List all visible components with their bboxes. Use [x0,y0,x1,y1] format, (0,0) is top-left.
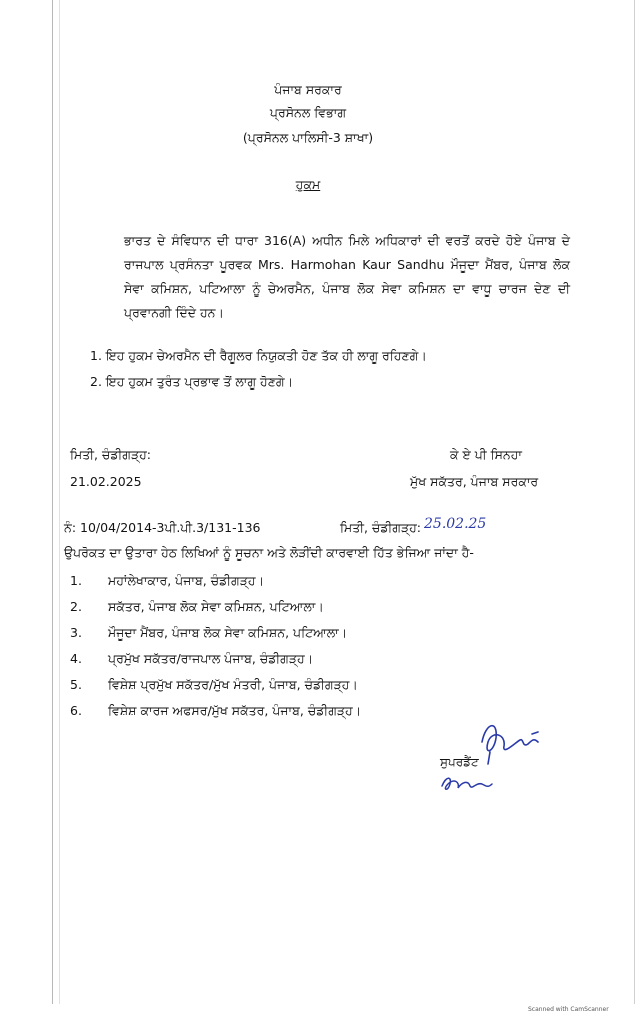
endorsement-date-handwritten: 25.02.25 [424,516,487,532]
order-point-1: 1. ਇਹ ਹੁਕਮ ਚੇਅਰਮੈਨ ਦੀ ਰੈਗੂਲਰ ਨਿਯੁਕਤੀ ਹੋਣ ਤੱਕ ਹੀ ਲਾਗੂ ਰਹਿਣਗੇ। [90,348,427,363]
recipient-number: 5. [70,677,82,692]
signatory-title: ਮੁੱਖ ਸਕੱਤਰ, ਪੰਜਾਬ ਸਰਕਾਰ [410,474,539,489]
scan-edge-left [52,0,53,1004]
recipient-number: 1. [70,573,82,588]
recipient-item: ਵਿਸ਼ੇਸ਼ ਕਾਰਜ ਅਫਸਰ/ਮੁੱਖ ਸਕੱਤਰ, ਪੰਜਾਬ, ਚੰਡੀਗੜ੍ਹ। [108,703,362,718]
endorsement-intro: ਉਪਰੋਕਤ ਦਾ ਉਤਾਰਾ ਹੇਠ ਲਿਖਿਆਂ ਨੂੰ ਸੂਚਨਾ ਅਤੇ ਲੋੜੀਂਦੀ ਕਾਰਵਾਈ ਹਿੱਤ ਭੇਜਿਆ ਜਾਂਦਾ ਹੈ- [64,545,474,560]
order-title: ਹੁਕਮ [295,177,321,192]
recipient-number: 6. [70,703,82,718]
scan-edge-left-inner [59,0,60,1004]
recipient-item: ਪ੍ਰਮੁੱਖ ਸਕੱਤਰ/ਰਾਜਪਾਲ ਪੰਜਾਬ, ਚੰਡੀਗੜ੍ਹ। [108,651,314,666]
superintendent-signature [476,712,556,772]
signatory-name: ਕੇ ਏ ਪੀ ਸਿਨਹਾ [450,447,522,462]
scan-edge-right [634,0,635,1004]
endorsement-ref-no: ਨੰ: 10/04/2014-3ਪੀ.ਪੀ.3/131-136 [64,520,261,535]
scanner-watermark: Scanned with CamScanner [528,1006,609,1013]
recipient-number: 3. [70,625,82,640]
place-label: ਮਿਤੀ, ਚੰਡੀਗੜ੍ਹ: [70,447,152,462]
order-paragraph [64,229,570,325]
header-department: ਪ੍ਰਸੋਨਲ ਵਿਭਾਗ [269,105,347,120]
recipient-item: ਸਕੱਤਰ, ਪੰਜਾਬ ਲੋਕ ਸੇਵਾ ਕਮਿਸ਼ਨ, ਪਟਿਆਲਾ। [108,599,324,614]
recipient-item: ਮੌਜੂਦਾ ਮੈਂਬਰ, ਪੰਜਾਬ ਲੋਕ ਸੇਵਾ ਕਮਿਸ਼ਨ, ਪਟਿਆਲਾ। [108,625,348,640]
superintendent-label: ਸੁਪਰਡੈਂਟ [440,755,479,769]
order-point-2: 2. ਇਹ ਹੁਕਮ ਤੁਰੰਤ ਪ੍ਰਭਾਵ ਤੋਂ ਲਾਗੂ ਹੋਣਗੇ। [90,374,293,389]
header-government: ਪੰਜਾਬ ਸਰਕਾਰ [274,82,342,97]
recipient-item: ਵਿਸ਼ੇਸ਼ ਪ੍ਰਮੁੱਖ ਸਕੱਤਰ/ਮੁੱਖ ਮੰਤਰੀ, ਪੰਜਾਬ, ਚੰਡੀਗੜ੍ਹ। [108,677,358,692]
recipient-item: ਮਹਾਂਲੇਖਾਕਾਰ, ਪੰਜਾਬ, ਚੰਡੀਗੜ੍ਹ। [108,573,265,588]
recipient-number: 4. [70,651,82,666]
header-branch: (ਪ੍ਰਸੋਨਲ ਪਾਲਿਸੀ-3 ਸ਼ਾਖਾ) [242,130,374,145]
endorsement-date-label: ਮਿਤੀ, ਚੰਡੀਗੜ੍ਹ: [340,520,422,535]
order-date: 21.02.2025 [70,474,142,489]
order-paragraph-text: ਭਾਰਤ ਦੇ ਸੰਵਿਧਾਨ ਦੀ ਧਾਰਾ 316(A) ਅਧੀਨ ਮਿਲੇ ਅਧਿਕਾਰਾਂ ਦੀ ਵਰਤੋਂ ਕਰਦੇ ਹੋਏ ਪੰਜਾਬ ਦੇ ਰਾਜਪਾਲ ਪ੍ਰਸੰਨਤਾ ਪੂਰਵਕ Mrs. Harmohan Kaur Sandhu ਮੌਜੂਦਾ ਮੈਂਬਰ, ਪੰਜਾਬ ਲੋਕ ਸੇਵਾ ਕਮਿਸ਼ਨ, ਪਟਿਆਲਾ ਨੂੰ ਚੇਅਰਮੈਨ, ਪੰਜਾਬ ਲੋਕ ਸੇਵਾ ਕਮਿਸ਼ਨ ਦਾ ਵਾਧੂ ਚਾਰਜ ਦੇਣ ਦੀ ਪ੍ਰਵਾਨਗੀ ਦਿੰਦੇ ਹਨ। [124,233,570,320]
recipient-number: 2. [70,599,82,614]
initials-signature [438,772,498,796]
